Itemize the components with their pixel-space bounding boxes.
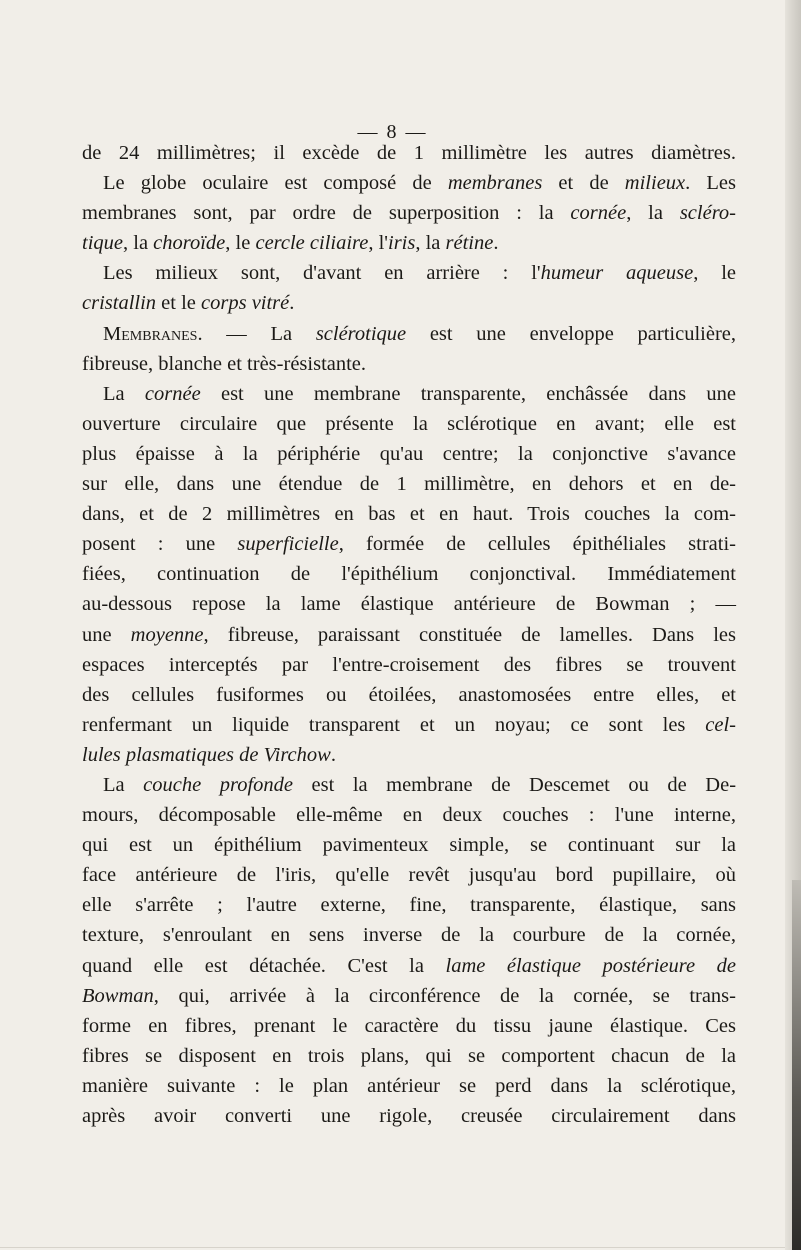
text-line <box>82 890 736 920</box>
text-run: des cellules fusiformes ou étoilées, anastomosées entre elles, et <box>82 683 736 706</box>
text-run: , fibreuse, paraissant constituée de lamelles. Dans les <box>203 623 736 646</box>
text-line <box>82 981 736 1011</box>
text-run: et le <box>156 292 202 315</box>
text-run: manière suivante : le plan antérieur se perd dans la sclérotique, <box>82 1074 736 1097</box>
text-line <box>82 680 736 710</box>
text-line <box>82 1011 736 1041</box>
italic-term: humeur aqueuse <box>540 262 694 285</box>
text-run: face antérieure de l'iris, qu'elle revêt jusqu'au bord pupillaire, où <box>82 864 736 887</box>
text-run: membranes sont, par ordre de superposition : la <box>82 202 571 225</box>
text-line <box>82 770 736 800</box>
text-run: fiées, continuation de l'épithélium conjonctival. Immédiatement <box>82 563 736 586</box>
text-line <box>82 409 736 439</box>
text-line <box>82 860 736 890</box>
text-line <box>82 138 736 168</box>
text-line <box>82 319 736 349</box>
text-run: posent : une <box>82 533 238 556</box>
text-line <box>82 800 736 830</box>
text-run: , le <box>225 232 256 255</box>
text-run: une <box>82 623 131 646</box>
italic-term: choroïde <box>153 232 226 255</box>
text-run: est la membrane de Descemet ou de De- <box>293 773 737 796</box>
section-heading: Membranes <box>103 322 198 345</box>
text-run: , qui, arrivée à la circonférence de la cornée, se trans- <box>153 984 736 1007</box>
italic-term: cristallin <box>82 292 157 315</box>
text-line <box>82 379 736 409</box>
text-run: , formée de cellules épithéliales strati- <box>338 533 736 556</box>
italic-term: Bowman <box>82 984 154 1007</box>
text-run: , la <box>626 202 680 225</box>
text-run: quand elle est détachée. C'est la <box>82 954 446 977</box>
text-line <box>82 288 736 318</box>
text-line <box>82 951 736 981</box>
text-run: de 24 millimètres; il excède de 1 millimètre les autres diamètres. <box>82 142 736 164</box>
text-run: et de <box>542 172 625 195</box>
text-line <box>82 920 736 950</box>
text-line <box>82 258 736 288</box>
italic-term: cornée <box>570 202 627 225</box>
text-line <box>82 620 736 650</box>
text-line <box>82 228 736 258</box>
italic-term: cornée <box>144 382 201 405</box>
text-run: est une membrane transparente, enchâssée dans une <box>200 382 736 405</box>
italic-term: superficielle <box>237 533 339 556</box>
italic-term: cel- <box>705 713 736 736</box>
text-line <box>82 469 736 499</box>
text-line <box>82 589 736 619</box>
text-run: espaces interceptés par l'entre-croisement des fibres se trouvent <box>82 653 736 676</box>
italic-term: corps vitré <box>201 292 290 315</box>
text-run: fibres se disposent en trois plans, qui se comportent chacun de la <box>82 1044 736 1067</box>
text-run: . <box>289 292 295 315</box>
text-run: ouverture circulaire que présente la sclérotique en avant; elle est <box>82 412 736 435</box>
text-line <box>82 499 736 529</box>
text-line <box>82 710 736 740</box>
italic-term: moyenne <box>130 623 204 646</box>
italic-term: tique <box>82 232 123 255</box>
italic-term: sclérotique <box>315 322 407 345</box>
text-run: . <box>330 743 336 766</box>
text-run: qui est un épithélium pavimenteux simple, se continuant sur la <box>82 834 736 857</box>
text-run: La <box>103 773 144 796</box>
text-line <box>82 559 736 589</box>
text-line <box>82 168 736 198</box>
italic-term: lules plasmatiques de Virchow <box>82 743 331 766</box>
text-run: texture, s'enroulant en sens inverse de la courbure de la cornée, <box>82 924 736 947</box>
text-run: sur elle, dans une étendue de 1 millimètre, en dehors et en de- <box>82 473 736 496</box>
text-run: elle s'arrête ; l'autre externe, fine, transparente, élastique, sans <box>82 894 736 917</box>
text-run: mours, décomposable elle-même en deux couches : l'une interne, <box>82 804 736 827</box>
body-text <box>82 138 736 1131</box>
text-run: Le globe oculaire est composé de <box>103 172 448 195</box>
text-line <box>82 650 736 680</box>
text-run: , l' <box>368 232 388 255</box>
text-run: Les milieux sont, d'avant en arrière : l' <box>103 262 541 285</box>
text-line <box>82 830 736 860</box>
text-line <box>82 349 736 379</box>
text-run: fibreuse, blanche et très-résistante. <box>82 352 367 375</box>
text-line <box>82 1071 736 1101</box>
italic-term: milieux <box>624 172 686 195</box>
italic-term: cercle ciliaire <box>255 232 369 255</box>
italic-term: couche profonde <box>143 773 293 796</box>
text-run: , le <box>693 262 736 285</box>
text-run: , la <box>123 232 154 255</box>
italic-term: lame élastique postérieure de <box>445 954 736 977</box>
text-run: renfermant un liquide transparent et un noyau; ce sont les <box>82 713 706 736</box>
text-run: dans, et de 2 millimètres en bas et en haut. Trois couches la com- <box>82 503 736 526</box>
text-run: est une enveloppe particulière, <box>406 322 736 345</box>
text-run: , la <box>415 232 446 255</box>
text-line <box>82 1101 736 1131</box>
italic-term: membranes <box>447 172 543 195</box>
text-line <box>82 1041 736 1071</box>
text-run: . — La <box>197 322 316 345</box>
text-run: après avoir converti une rigole, creusée circulairement dans <box>82 1105 736 1127</box>
italic-term: scléro- <box>679 202 736 225</box>
text-run: . Les <box>685 172 736 195</box>
page-edge-shadow <box>792 880 801 1250</box>
italic-term: iris <box>388 232 416 255</box>
text-line <box>82 529 736 559</box>
text-line <box>82 740 736 770</box>
text-line <box>82 439 736 469</box>
text-run: au-dessous repose la lame élastique antérieure de Bowman ; — <box>82 593 736 616</box>
text-run: . <box>493 232 499 255</box>
text-run: plus épaisse à la périphérie qu'au centre; la conjonctive s'avance <box>82 442 736 465</box>
text-run: La <box>103 382 145 405</box>
text-run: forme en fibres, prenant le caractère du tissu jaune élastique. Ces <box>82 1014 736 1037</box>
italic-term: rétine <box>445 232 494 255</box>
text-line <box>82 198 736 228</box>
page-bottom-rule <box>0 1247 785 1248</box>
page-number: — 8 — <box>357 121 428 143</box>
